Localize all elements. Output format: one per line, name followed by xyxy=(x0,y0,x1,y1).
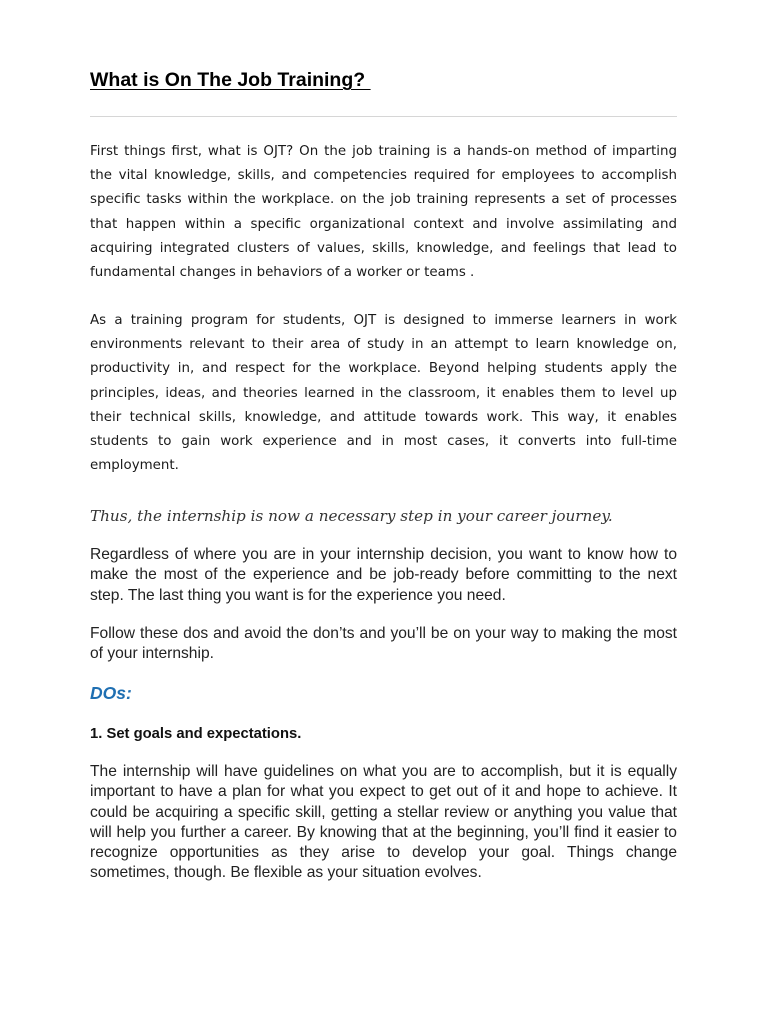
paragraph-dos-and-donts: Follow these dos and avoid the don’ts and you’ll be on your way to making the most of your internship. xyxy=(90,625,677,663)
page-title: What is On The Job Training? xyxy=(90,69,371,91)
title-divider xyxy=(90,116,677,117)
dos-heading: DOs: xyxy=(90,683,132,703)
paragraph-ojt-for-students: As a training program for students, OJT is designed to immerse learners in work environments relevant to their area of study in an attempt to learn knowledge on, productivity in, and respect for the workplace. Beyond helping students apply the principles, ideas, and theories learned in the classroom, it enables them to level up their technical skills, knowledge, and attitude towards work. This way, it enables students to gain work experience and in most cases, it converts into full-time employment. xyxy=(90,313,677,474)
paragraph-internship-decision: Regardless of where you are in your internship decision, you want to know how to make the most of the experience and be job-ready before committing to the next step. The last thing you want is for the experience you need. xyxy=(90,546,677,604)
quote-internship-step: Thus, the internship is now a necessary step in your career journey. xyxy=(90,507,613,525)
dos-item-text: The internship will have guidelines on what you are to accomplish, but it is equally important to have a plan for what you expect to get out of it and hope to achieve. It could be acquiring a specific skill, getting a stellar review or anything you value that will help you further a career. By knowing that at the beginning, you’ll find it easier to recognize opportunities as they arise to develop your goal. Things change sometimes, though. Be flexible as your situation evolves. xyxy=(90,763,677,882)
paragraph-what-is-ojt: First things first, what is OJT? On the job training is a hands-on method of imparting the vital knowledge, skills, and competencies required for employees to accomplish specific tasks within the workplace. on the job training represents a set of processes that happen within a specific organizational context and involve assimilating and acquiring integrated clusters of values, skills, knowledge, and feelings that lead to fundamental changes in behaviors of a worker or teams . xyxy=(90,144,677,281)
dos-item-heading: 1. Set goals and expectations. xyxy=(90,726,302,742)
